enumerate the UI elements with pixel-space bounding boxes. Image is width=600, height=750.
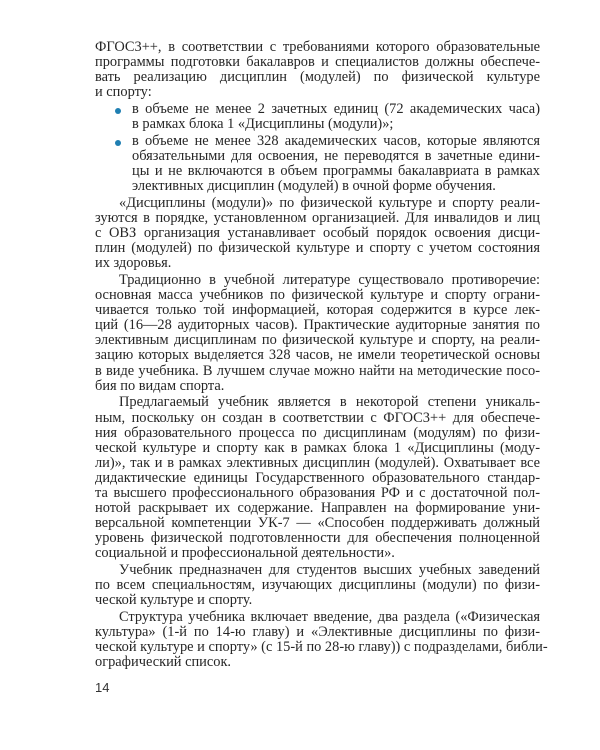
- text-line: ографический список.: [95, 654, 232, 671]
- text-line: Учебник предназначен для студентов высших учебных заведений: [119, 561, 540, 578]
- text-line: культура» (1-й по 14-ю главу) и «Элективные дисциплины по физи-: [95, 624, 540, 641]
- text-line: цы и не включаются в объем программы бакалавриата в рамках: [132, 163, 540, 180]
- paragraph: [95, 196, 540, 271]
- text-line: и спорту:: [95, 84, 152, 101]
- text-line: Структура учебника включает введение, два раздела («Физическая: [119, 608, 540, 625]
- text-line: ФГОС3++, в соответствии с требованиями которого образовательные: [95, 39, 540, 55]
- text-line: с ОВЗ организация устанавливает особый порядок освоения дисци-: [95, 225, 540, 242]
- text-line: в объеме не менее 2 зачетных единиц (72 академических часа): [132, 101, 540, 118]
- text-line: элективных дисциплин (модулей) в очной форме обучения.: [132, 178, 496, 195]
- text-line: в объеме не менее 328 академических часов, которые являются: [132, 132, 540, 149]
- list-item-text: [132, 134, 540, 194]
- text-line: Предлагаемый учебник является в некоторой степени уникаль-: [119, 394, 540, 411]
- text-line: ческой культуре и спорту» (с 15-й по 28-ю главу)) с подразделами, библи-: [95, 639, 548, 656]
- text-line: ли)», так и в рамках элективных дисциплин (модулей). Охватывает все: [95, 454, 540, 471]
- text-line: ным, поскольку он создан в соответствии с ФГОС3++ для обеспече-: [95, 409, 540, 426]
- text-line: та высшего профессионального образования РФ и с достаточной пол-: [95, 484, 540, 501]
- text-line: плин (модулей) по физической культуре и спорту с учетом состояния: [95, 240, 540, 257]
- text-line: их здоровья.: [95, 255, 172, 272]
- text-line: уровень физической подготовленности для обеспечения полноценной: [95, 530, 540, 547]
- paragraph: [95, 273, 540, 394]
- text-line: вать реализацию дисциплин (модулей) по физической культуре: [95, 69, 540, 86]
- text-line: «Дисциплины (модули)» по физической культуре и спорту реали-: [119, 194, 540, 211]
- text-line: элективным дисциплинам по физической культуре и спорту, на реали-: [95, 332, 540, 349]
- text-line: дидактические единицы Государственного образовательного стандар-: [95, 469, 540, 486]
- text-line: Традиционно в учебной литературе существовало противоречие:: [119, 272, 540, 289]
- text-line: ций (16—28 аудиторных часов). Практические аудиторные занятия по: [95, 317, 540, 334]
- page-number: 14: [95, 680, 110, 695]
- text-line: зацию которых выделяется 328 часов, не имели теоретической основы: [95, 347, 540, 364]
- list-item-text: [132, 102, 540, 132]
- bullet-icon: [115, 108, 121, 114]
- text-line: социальной и профессиональной деятельности».: [95, 545, 395, 562]
- text-line: нотой раскрывает их содержание. Направлен на формирование уни-: [95, 499, 540, 516]
- text-line: в виде учебника. В лучшем случае можно найти на методические посо-: [95, 362, 540, 379]
- text-line: зуются в порядке, установленном организацией. Для инвалидов и лиц: [95, 210, 540, 227]
- text-line: ческой культуре и спорту.: [95, 592, 253, 609]
- text-line: по всем специальностям, изучающих дисциплины (модули) по физи-: [95, 577, 540, 594]
- paragraph: [95, 608, 548, 671]
- text-line: версальной компетенции УК-7 — «Способен поддерживать должный: [95, 515, 540, 532]
- paragraph: [95, 563, 540, 608]
- paragraph: [95, 395, 540, 561]
- text-line: в рамках блока 1 «Дисциплины (модули)»;: [132, 116, 394, 133]
- text-line: обязательными для освоения, не переводятся в зачетные едини-: [132, 148, 540, 164]
- text-line: основная масса учебников по физической культуре и спорту ограни-: [95, 287, 540, 304]
- text-line: ния образовательного процесса по дисциплинам (модулям) по физи-: [95, 424, 540, 441]
- intro-paragraph: [95, 40, 540, 100]
- text-line: чивается только той информацией, которая содержится в курсе лек-: [95, 302, 540, 319]
- bullet-icon: [115, 140, 121, 146]
- text-line: программы подготовки бакалавров и специалистов должны обеспече-: [95, 54, 540, 71]
- text-line: бия по видам спорта.: [95, 377, 225, 394]
- text-line: ческой культуре и спорту как в рамках блока 1 «Дисциплины (моду-: [95, 439, 540, 456]
